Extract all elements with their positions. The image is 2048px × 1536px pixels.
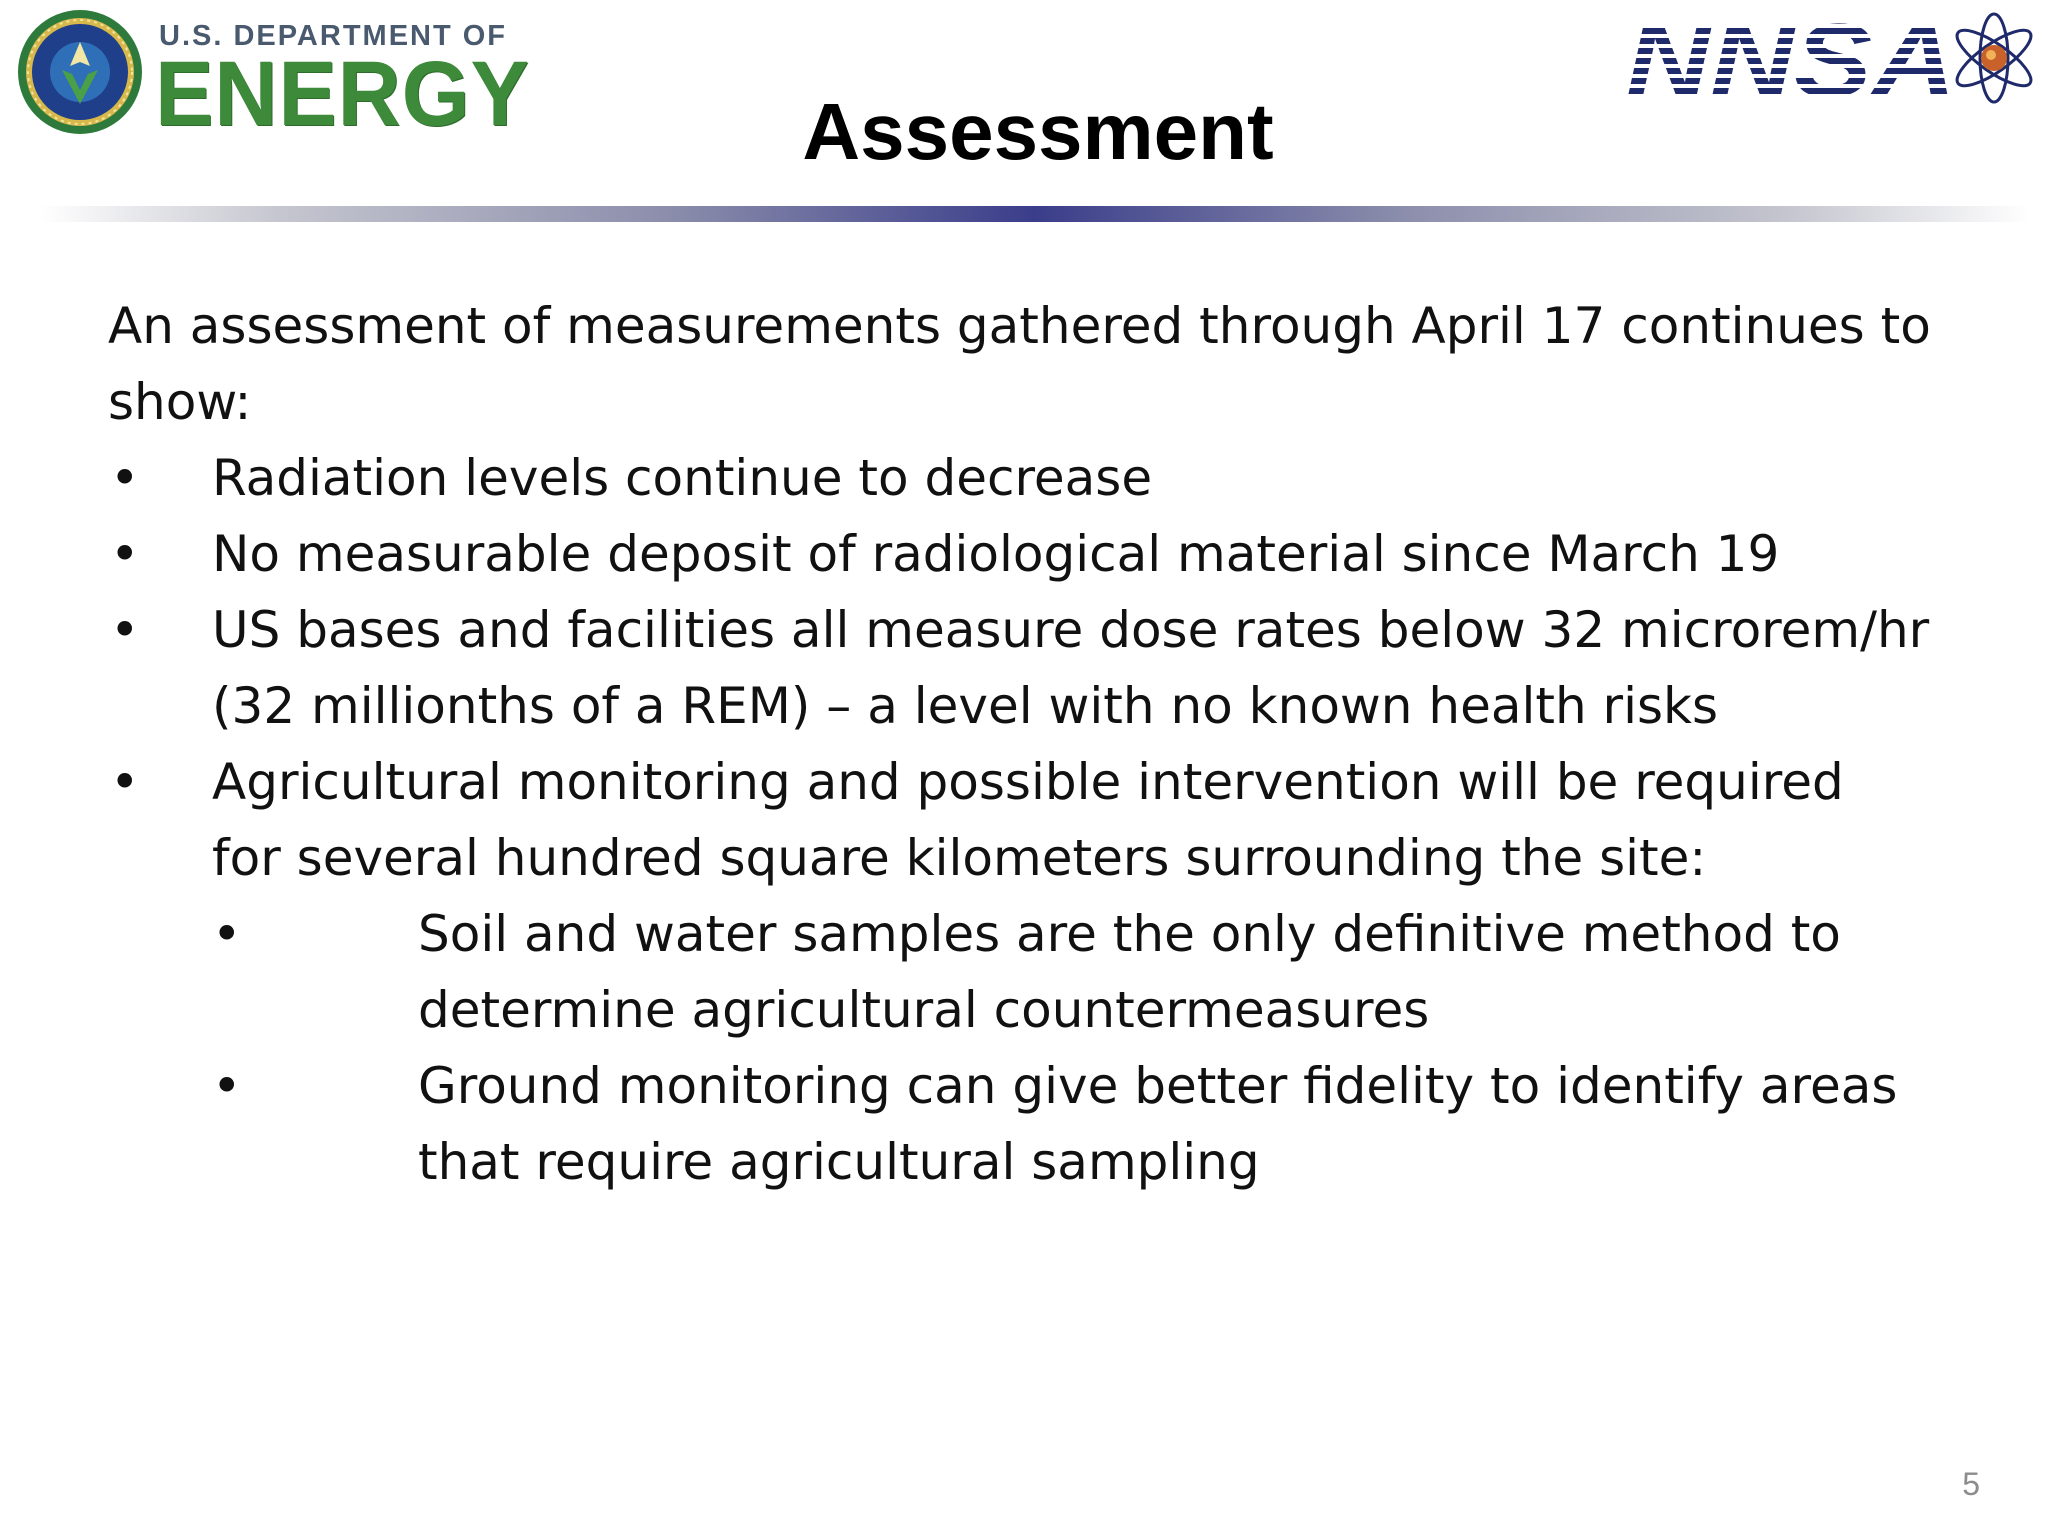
sub-bullet-icon: • <box>212 1057 242 1115</box>
bullet-icon: • <box>110 525 140 583</box>
sub-bullet-icon: • <box>212 905 242 963</box>
sub-bullet-list <box>212 896 2008 1200</box>
bullet-text: No measurable deposit of radiological material since March 19 <box>212 525 1780 583</box>
bullet-text: (32 millionths of a REM) – a level with no known health risks <box>212 677 1719 735</box>
sub-bullet-text: Soil and water samples are the only definitive method to <box>418 905 1841 963</box>
bullet-item <box>108 592 2008 744</box>
sub-bullet-item <box>212 1048 2008 1200</box>
bullet-icon: • <box>110 601 140 659</box>
bullet-item <box>108 744 2008 896</box>
bullet-text: Agricultural monitoring and possible intervention will be required <box>212 753 1844 811</box>
sub-bullet-text: Ground monitoring can give better fidelity to identify areas <box>418 1057 1898 1115</box>
doe-logo-subtitle: U.S. DEPARTMENT OF <box>159 20 508 52</box>
bullet-icon: • <box>110 753 140 811</box>
intro-line: An assessment of measurements gathered through April 17 continues to <box>108 297 1931 355</box>
bullet-item <box>108 516 2008 592</box>
bullet-list <box>108 440 2008 896</box>
bullet-item <box>108 440 2008 516</box>
sub-bullet-text: that require agricultural sampling <box>418 1133 1260 1191</box>
page-number: 5 <box>1962 1466 1980 1502</box>
bullet-text: Radiation levels continue to decrease <box>212 449 1153 507</box>
bullet-text: for several hundred square kilometers surrounding the site: <box>212 829 1707 887</box>
nnsa-logo-text: NNSA <box>1626 8 1956 108</box>
bullet-text: US bases and facilities all measure dose rates below 32 microrem/hr <box>212 601 1930 659</box>
slide-body <box>108 288 2008 1200</box>
title-divider <box>40 206 2030 222</box>
bullet-icon: • <box>110 449 140 507</box>
intro-line: show: <box>108 373 252 431</box>
sub-bullet-item <box>212 896 2008 1048</box>
intro-paragraph <box>108 288 2008 440</box>
sub-bullet-text: determine agricultural countermeasures <box>418 981 1430 1039</box>
slide-title: Assessment <box>802 87 1274 176</box>
doe-logo-name: ENERGY <box>155 43 530 145</box>
